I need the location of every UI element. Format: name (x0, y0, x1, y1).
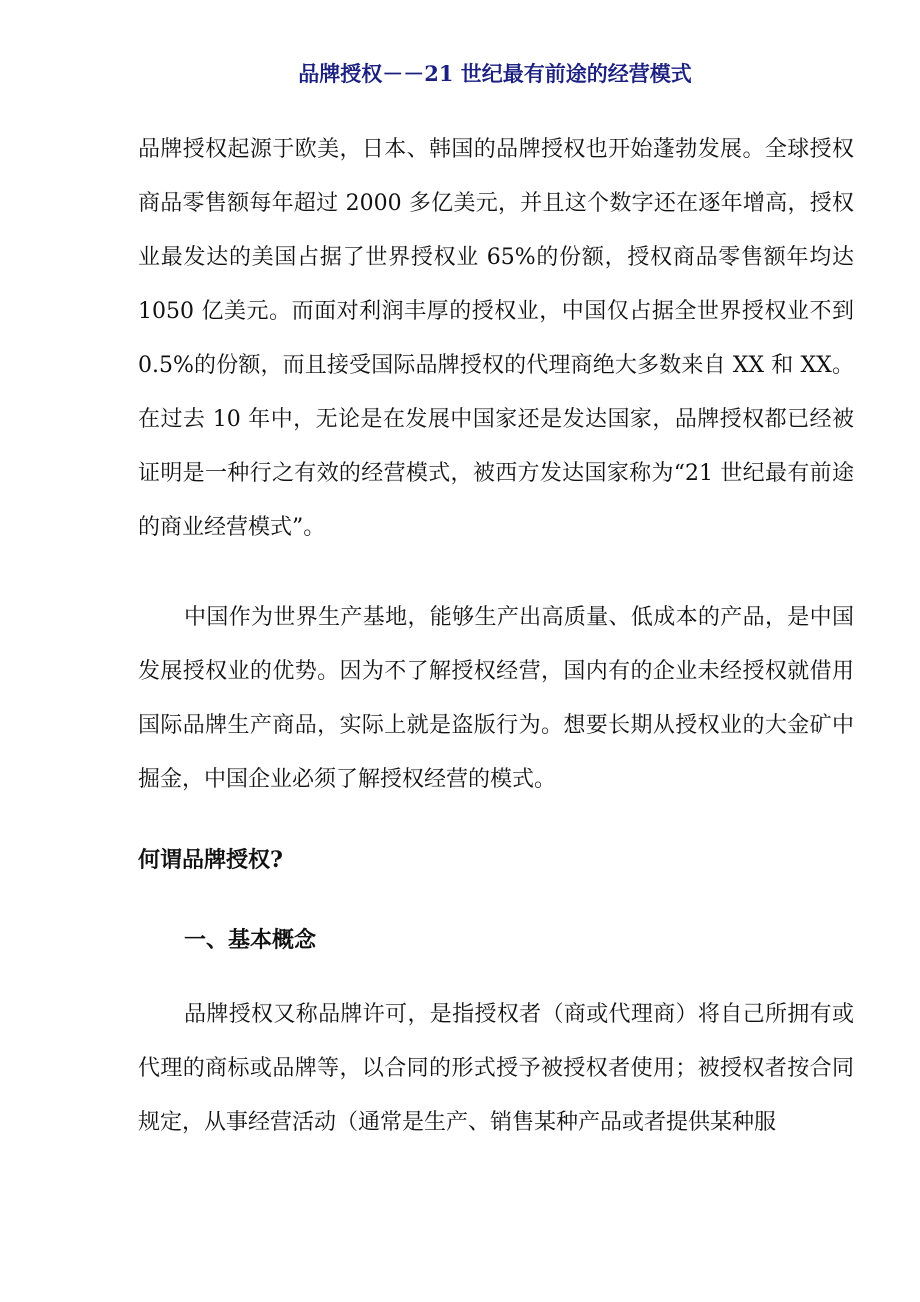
section-heading: 何谓品牌授权? (138, 847, 283, 873)
paragraph-intro: 品牌授权起源于欧美，日本、韩国的品牌授权也开始蓬勃发展。全球授权商品零售额每年超过 2000 多亿美元，并且这个数字还在逐年增高，授权业最发达的美国占据了世界授权业 65%的份额，授权商品零售额年均达 1050 亿美元。而面对利润丰厚的授权业，中国仅占据全世界授权业不到 0.5%的份额，而且接受国际品牌授权的代理商绝大多数来自 XX 和 XX。在过去 10 年中，无论是在发展中国家还是发达国家，品牌授权都已经被证明是一种行之有效的经营模式，被西方发达国家称为“21 世纪最有前途的商业经营模式”。 (138, 137, 854, 540)
paragraph-china-advantage: 中国作为世界生产基地，能够生产出高质量、低成本的产品，是中国发展授权业的优势。因为不了解授权经营，国内有的企业未经授权就借用国际品牌生产商品，实际上就是盗版行为。想要长期从授权业的大金矿中掘金，中国企业必须了解授权经营的模式。 (138, 605, 854, 792)
document-title: 品牌授权－－21 世纪最有前途的经营模式 (298, 61, 692, 86)
subsection-heading: 一、基本概念 (184, 927, 317, 953)
paragraph-definition: 品牌授权又称品牌许可，是指授权者（商或代理商）将自己所拥有或代理的商标或品牌等，以合同的形式授予被授权者使用；被授权者按合同规定，从事经营活动（通常是生产、销售某种产品或者提供某种服 (138, 1002, 854, 1135)
